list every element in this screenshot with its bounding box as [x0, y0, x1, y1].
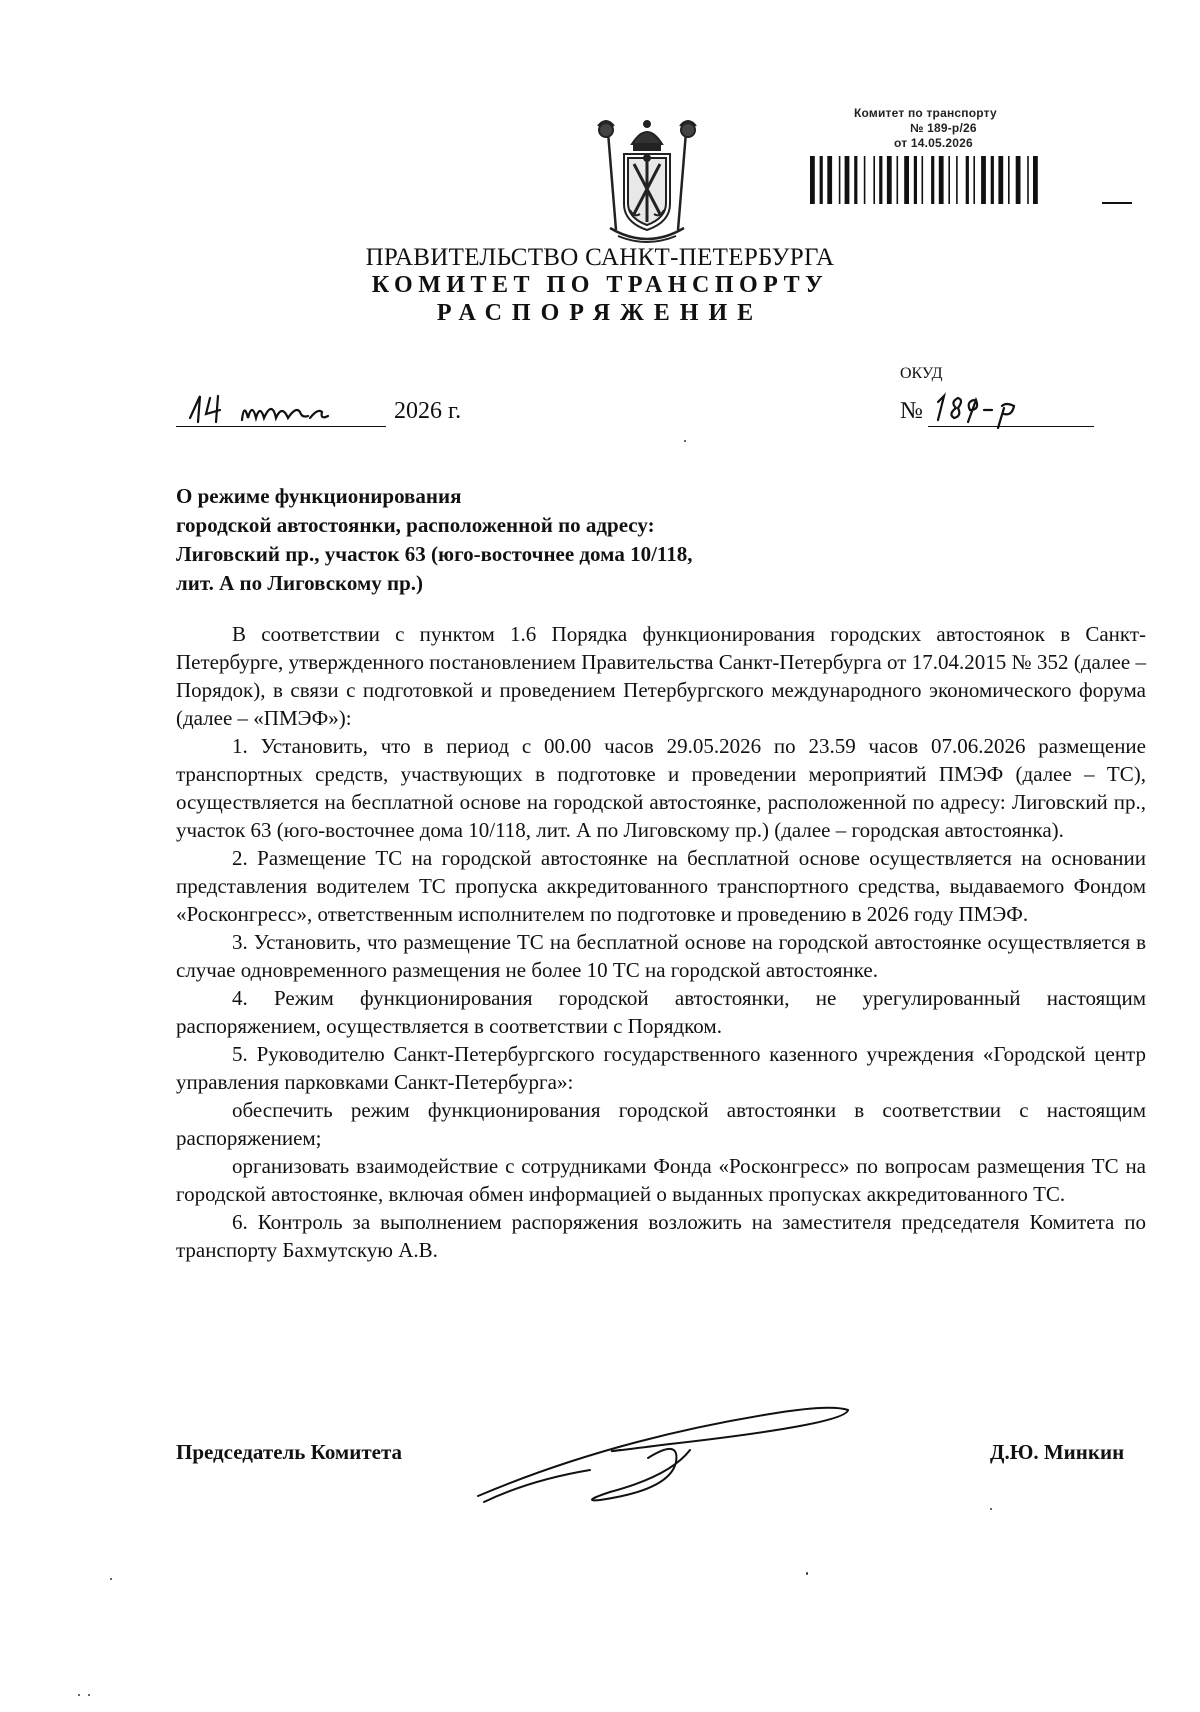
- barcode-bar: [931, 156, 934, 204]
- handwritten-number: [928, 386, 1028, 430]
- barcode-bar: [854, 156, 857, 204]
- barcode-bar: [948, 156, 950, 204]
- barcode-bar: [897, 156, 899, 204]
- date-year: 2026 г.: [394, 398, 462, 424]
- clause-5-item-paragraph: организовать взаимодействие с сотрудниками Фонда «Росконгресс» по вопросам размещения ТС на городской автостоянке, включая обмен информацией о выданных пропусках аккредитованного ТС.: [176, 1154, 1146, 1206]
- barcode-bar: [998, 156, 1003, 204]
- barcode-bar: [827, 156, 832, 204]
- barcode-bar: [939, 156, 944, 204]
- scan-speck: [684, 440, 686, 442]
- signatory-name: Д.Ю. Минкин: [990, 1440, 1125, 1464]
- scan-speck: [78, 1694, 80, 1696]
- barcode-tail-line: [1102, 202, 1132, 204]
- subject-line: О режиме функционирования: [176, 484, 462, 508]
- subject-line: Лиговский пр., участок 63 (юго-восточнее дома 10/118,: [176, 542, 693, 566]
- scan-speck: [88, 1694, 90, 1696]
- document-type-title: РАСПОРЯЖЕНИЕ: [436, 300, 764, 326]
- barcode-bar: [981, 156, 986, 204]
- document-subject: [176, 482, 816, 598]
- subject-line: лит. А по Лиговскому пр.): [176, 571, 424, 595]
- registration-stamp: [806, 106, 1136, 218]
- number-underline: [928, 426, 1094, 427]
- coat-of-arms-emblem: [588, 118, 706, 250]
- committee-title: КОМИТЕТ ПО ТРАНСПОРТУ: [371, 272, 829, 298]
- stamp-number: № 189-р/26: [910, 121, 977, 135]
- government-title: ПРАВИТЕЛЬСТВО САНКТ-ПЕТЕРБУРГА: [365, 244, 835, 271]
- clause-3-paragraph: 3. Установить, что размещение ТС на бесплатной основе на городской автостоянке осуществляется в случае одновременного размещения не более 10 ТС на городской автостоянке.: [176, 930, 1146, 982]
- barcode-bar: [873, 156, 875, 204]
- barcode: [806, 156, 1136, 216]
- barcode-bar: [914, 156, 917, 204]
- scan-speck: [110, 1578, 112, 1580]
- barcode-bar: [973, 156, 975, 204]
- barcode-bar: [820, 156, 823, 204]
- document-body: [176, 620, 1146, 1264]
- barcode-bar: [956, 156, 958, 204]
- barcode-bar: [1027, 156, 1029, 204]
- okud-label: ОКУД: [900, 365, 943, 382]
- barcode-bar: [1008, 156, 1010, 204]
- clause-4-paragraph: 4. Режим функционирования городской автостоянки, не урегулированный настоящим распоряжением, осуществляется в соответствии с Порядком.: [176, 986, 1146, 1038]
- barcode-bar: [1033, 156, 1038, 204]
- barcode-bar: [1016, 156, 1021, 204]
- scan-speck: [990, 1508, 992, 1510]
- clause-5-item-paragraph: обеспечить режим функционирования городской автостоянки в соответствии с настоящим распоряжением;: [176, 1098, 1146, 1150]
- scan-speck: [806, 1572, 808, 1575]
- clause-1-paragraph: 1. Установить, что в период с 00.00 часов 29.05.2026 по 23.59 часов 07.06.2026 размещение транспортных средств, участвующих в подготовке и проведении мероприятий ПМЭФ (далее – ТС), осуществляется на бесплатной основе на городской автостоянке, расположенной по адресу: Лиговский пр., участок 63 (юго-восточнее дома 10/118, лит. А по Лиговскому пр.) (далее – городская автостоянка).: [176, 734, 1146, 842]
- preamble-paragraph: В соответствии с пунктом 1.6 Порядка функционирования городских автостоянок в Санкт-Петербурге, утвержденного постановлением Правительства Санкт-Петербурга от 17.04.2015 № 352 (далее – Порядок), в связи с подготовкой и проведением Петербургского международного экономического форума (далее – «ПМЭФ»):: [176, 622, 1146, 730]
- barcode-bar: [810, 156, 815, 204]
- signatory-position: Председатель Комитета: [176, 1440, 403, 1464]
- barcode-bar: [845, 156, 850, 204]
- barcode-bar: [864, 156, 866, 204]
- barcode-bar: [991, 156, 994, 204]
- barcode-bar: [887, 156, 892, 204]
- stamp-committee: Комитет по транспорту: [854, 106, 997, 120]
- clause-6-paragraph: 6. Контроль за выполнением распоряжения возложить на заместителя председателя Комитета по транспорту Бахмутскую А.В.: [176, 1210, 1146, 1262]
- barcode-bar: [966, 156, 969, 204]
- barcode-bar: [922, 156, 924, 204]
- barcode-bar: [839, 156, 841, 204]
- number-sign: №: [900, 398, 923, 424]
- barcode-bar: [904, 156, 909, 204]
- date-underline: [176, 426, 386, 427]
- handwritten-date: [176, 388, 384, 428]
- handwritten-signature: [470, 1380, 870, 1520]
- barcode-bar: [879, 156, 882, 204]
- clause-2-paragraph: 2. Размещение ТС на городской автостоянке на бесплатной основе осуществляется на основании представления водителем ТС пропуска аккредитованного транспортного средства, выдаваемого Фондом «Росконгресс», ответственным исполнителем по подготовке и проведению в 2026 году ПМЭФ.: [176, 846, 1146, 926]
- subject-line: городской автостоянки, расположенной по адресу:: [176, 513, 655, 537]
- clause-5-paragraph: 5. Руководителю Санкт-Петербургского государственного казенного учреждения «Городской центр управления парковками Санкт-Петербурга»:: [176, 1042, 1146, 1094]
- stamp-date: от 14.05.2026: [894, 136, 973, 150]
